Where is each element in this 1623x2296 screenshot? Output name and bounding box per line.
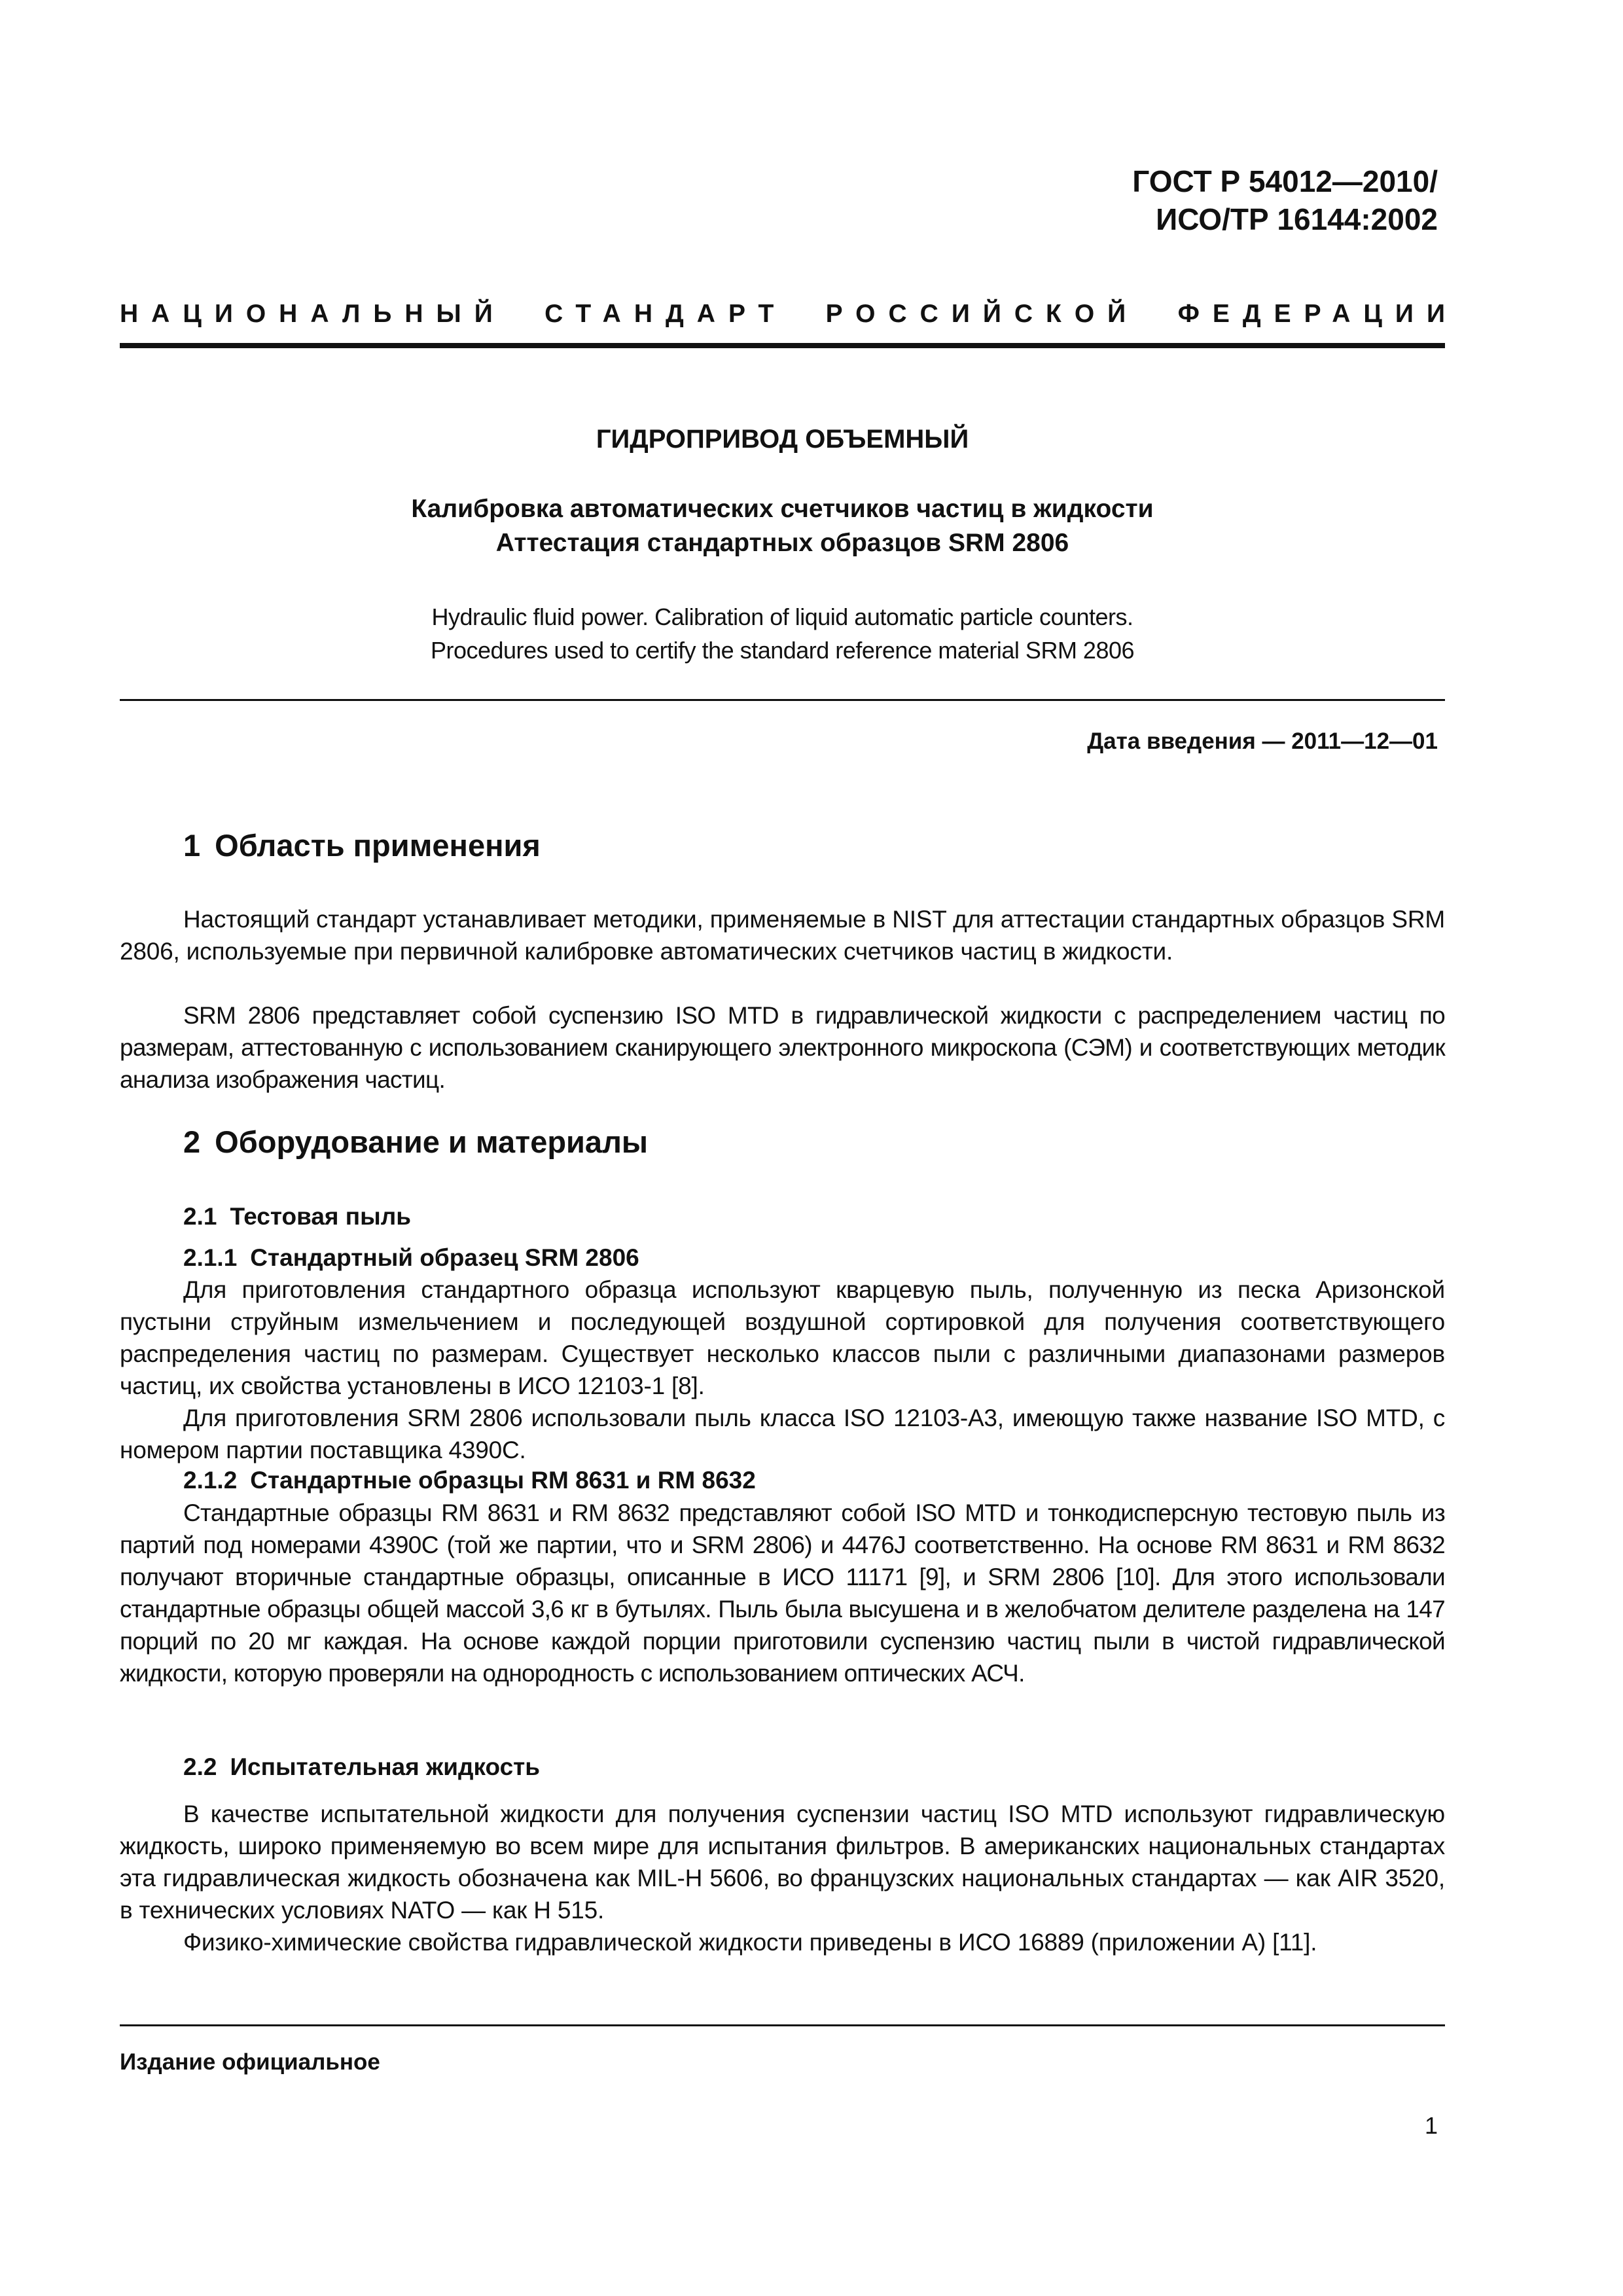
subsection-2-2-paragraph-1: В качестве испытательной жидкости для получения суспензии частиц ISO MTD используют гидравлическую жидкость, широко применяемую во всем мире для испытания фильтров. В американских национальных стандартах эта гидравлическая жидкость обозначена как MIL-H 5606, во французских национальных стандартах — как AIR 3520, в технических условиях NATO — как H 515. [120, 1801, 1445, 1924]
subsection-title: Стандартные образцы RM 8631 и RM 8632 [250, 1467, 756, 1494]
subsection-number: 2.2 [183, 1753, 217, 1780]
english-title-line-2: Procedures used to certify the standard reference material SRM 2806 [430, 637, 1135, 664]
national-header-word-4: ФЕДЕРАЦИИ [1177, 300, 1458, 328]
subsection-title: Стандартный образец SRM 2806 [250, 1244, 639, 1271]
english-title [120, 600, 1445, 667]
subsection-number: 2.1.2 [183, 1467, 238, 1494]
section-1-paragraph-2: SRM 2806 представляет собой суспензию ISO MTD в гидравлической жидкости с распределением частиц по размерам, аттестованную с использованием сканирующего электронного микроскопа (СЭМ) и соответствующих методик анализа изображения частиц. [120, 1002, 1445, 1093]
english-title-line-1: Hydraulic fluid power. Calibration of liquid automatic particle counters. [431, 603, 1133, 630]
national-header-word-3: РОССИЙСКОЙ [825, 300, 1139, 328]
section-title: Оборудование и материалы [215, 1124, 649, 1159]
subsection-2-1-1-paragraph-2: Для приготовления SRM 2806 использовали пыль класса ISO 12103-A3, имеющую также название ISO MTD, с номером партии поставщика 4390C. [120, 1405, 1445, 1463]
designation-line-2: ИСО/ТР 16144:2002 [1156, 202, 1438, 236]
subsection-2-1-2-heading [183, 1465, 756, 1496]
section-2-heading [183, 1122, 648, 1162]
title-divider [120, 699, 1445, 701]
section-1-paragraph-1: Настоящий стандарт устанавливает методики, применяемые в NIST для аттестации стандартных образцов SRM 2806, используемые при первичной калибровке автоматических счетчиков частиц в жидкости. [120, 906, 1445, 965]
section-number: 2 [183, 1124, 201, 1159]
designation-line-1: ГОСТ Р 54012—2010/ [1132, 164, 1438, 198]
footer-divider [120, 2024, 1445, 2026]
subtitle [120, 492, 1445, 560]
subsection-number: 2.1 [183, 1203, 217, 1230]
subsection-2-1-1-paragraph-1: Для приготовления стандартного образца используют кварцевую пыль, полученную из песка Аризонской пустыни струйным измельчением и последующей воздушной сортировкой для получения соответствующего распределения частиц по размерам. Существует несколько классов пыли с различными диапазонами размеров частиц, их свойства установлены в ИСО 12103-1 [8]. [120, 1276, 1445, 1399]
subsection-title: Тестовая пыль [230, 1203, 411, 1230]
subsection-number: 2.1.1 [183, 1244, 238, 1271]
subsection-2-1-1-heading [183, 1242, 639, 1274]
section-title: Область применения [215, 828, 541, 863]
introduction-date: Дата введения — 2011—12—01 [1087, 728, 1438, 754]
national-header-word-1: НАЦИОНАЛЬНЫЙ [120, 300, 506, 328]
subsection-2-2-paragraph-2: Физико-химические свойства гидравлической жидкости приведены в ИСО 16889 (приложении А) [11]. [183, 1929, 1317, 1956]
section-number: 1 [183, 828, 201, 863]
subsection-2-1-2-paragraph-1: Стандартные образцы RM 8631 и RM 8632 представляют собой ISO MTD и тонкодисперсную тестовую пыль из партий под номерами 4390C (той же партии, что и SRM 2806) и 4476J соответственно. На основе RM 8631 и RM 8632 получают вторичные стандартные образцы, описанные в ИСО 11171 [9], и SRM 2806 [10]. Для этого использовали стандартные образцы общей массой 3,6 кг в бутылях. Пыль была высушена и в желобчатом делителе разделена на 147 порций по 20 мг каждая. На основе каждой порции приготовили суспензию частиц пыли в чистой гидравлической жидкости, которую проверяли на однородность с использованием оптических АСЧ. [120, 1499, 1445, 1687]
section-1-heading [183, 826, 541, 865]
edition-label: Издание официальное [120, 2049, 380, 2075]
main-title: ГИДРОПРИВОД ОБЪЕМНЫЙ [596, 425, 969, 454]
subtitle-line-1: Калибровка автоматических счетчиков частиц в жидкости [411, 495, 1154, 523]
page-number: 1 [1424, 2112, 1438, 2139]
national-standard-header [120, 298, 1458, 331]
subtitle-line-2: Аттестация стандартных образцов SRM 2806 [495, 529, 1069, 557]
subsection-2-2-heading [183, 1751, 540, 1783]
subsection-title: Испытательная жидкость [230, 1753, 541, 1780]
standard-designation [1132, 162, 1438, 238]
header-divider [120, 343, 1445, 348]
subsection-2-1-heading [183, 1201, 411, 1232]
national-header-word-2: СТАНДАРТ [544, 300, 787, 328]
